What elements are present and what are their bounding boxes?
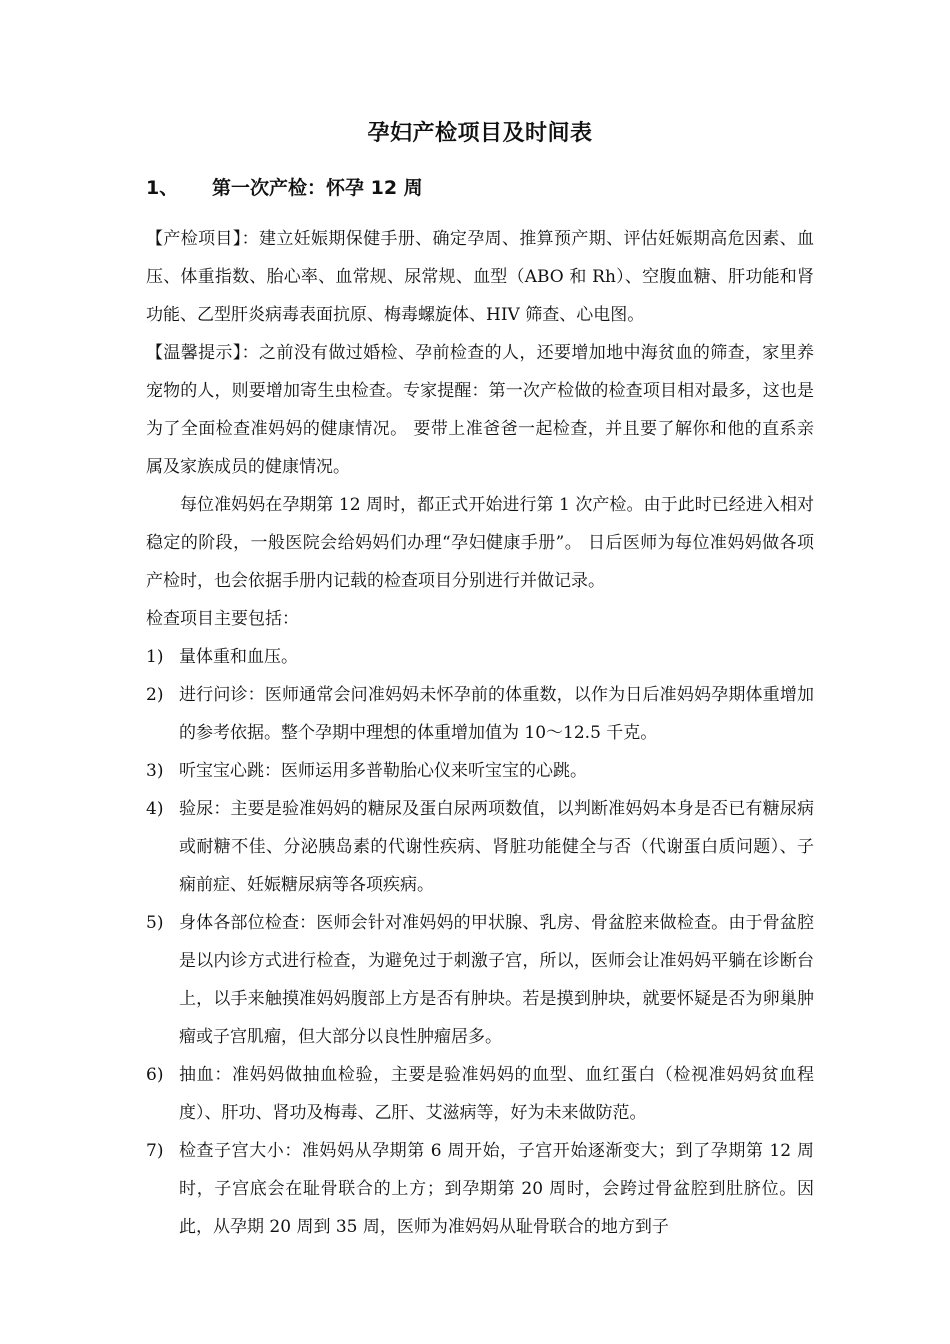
list-item: [146, 790, 814, 904]
list-item-text: 检查子宫大小：准妈妈从孕期第 6 周开始，子宫开始逐渐变大；到了孕期第 12 周时，子宫底会在耻骨联合的上方；到孕期第 20 周时，会跨过骨盆腔到肚脐位。因此，从孕期 20 周到 35 周，医师为准妈妈从耻骨联合的地方到子: [179, 1141, 814, 1237]
list-item: [146, 638, 814, 676]
section-title: 第一次产检：怀孕 12 周: [212, 177, 423, 199]
list-item: [146, 904, 814, 1056]
list-item-number: 2): [146, 685, 164, 705]
list-item-number: 5): [146, 913, 164, 933]
list-item-text: 进行问诊：医师通常会问准妈妈未怀孕前的体重数，以作为日后准妈妈孕期体重增加的参考依据。整个孕期中理想的体重增加值为 10～12.5 千克。: [179, 685, 814, 743]
document-title: 孕妇产检项目及时间表: [367, 120, 593, 146]
list-item: [146, 752, 814, 790]
exam-list: [146, 638, 814, 1246]
list-item-text: 抽血：准妈妈做抽血检验，主要是验准妈妈的血型、血红蛋白（检视准妈妈贫血程度）、肝功、肾功及梅毒、乙肝、艾滋病等，好为未来做防范。: [179, 1065, 814, 1123]
intro-paragraph: 每位准妈妈在孕期第 12 周时，都正式开始进行第 1 次产检。由于此时已经进入相对稳定的阶段，一般医院会给妈妈们办理“孕妇健康手册”。 日后医师为每位准妈妈做各项产检时，也会依据手册内记载的检查项目分别进行并做记录。: [146, 495, 814, 591]
list-item-text: 听宝宝心跳：医师运用多普勒胎心仪来听宝宝的心跳。: [179, 761, 587, 781]
list-item-text: 身体各部位检查：医师会针对准妈妈的甲状腺、乳房、骨盆腔来做检查。由于骨盆腔是以内诊方式进行检查，为避免过于刺激子宫，所以，医师会让准妈妈平躺在诊断台上，以手来触摸准妈妈腹部上方是否有肿块。若是摸到肿块，就要怀疑是否为卵巢肿瘤或子宫肌瘤，但大部分以良性肿瘤居多。: [179, 913, 814, 1047]
list-item-number: 4): [146, 799, 164, 819]
list-item-number: 1): [146, 647, 164, 667]
list-item-number: 6): [146, 1065, 164, 1085]
exam-items-paragraph: 【产检项目】：建立妊娠期保健手册、确定孕周、推算预产期、评估妊娠期高危因素、血压、体重指数、胎心率、血常规、尿常规、血型（ABO 和 Rh）、空腹血糖、肝功能和肾功能、乙型肝炎病毒表面抗原、梅毒螺旋体、HIV 筛查、心电图。: [146, 229, 814, 325]
list-item-number: 3): [146, 761, 164, 781]
tips-paragraph: 【温馨提示】：之前没有做过婚检、孕前检查的人，还要增加地中海贫血的筛查，家里养宠物的人，则要增加寄生虫检查。专家提醒：第一次产检做的检查项目相对最多，这也是为了全面检查准妈妈的健康情况。 要带上准爸爸一起检查，并且要了解你和他的直系亲属及家族成员的健康情况。: [146, 343, 814, 477]
list-item: [146, 1056, 814, 1132]
list-item: [146, 1132, 814, 1246]
document-page: [146, 118, 814, 1246]
list-item-text: 验尿：主要是验准妈妈的糖尿及蛋白尿两项数值，以判断准妈妈本身是否已有糖尿病或耐糖不佳、分泌胰岛素的代谢性疾病、肾脏功能健全与否（代谢蛋白质问题）、子痫前症、妊娠糖尿病等各项疾病。: [179, 799, 814, 895]
list-item-number: 7): [146, 1141, 164, 1161]
section-heading: [146, 174, 814, 202]
list-item: [146, 676, 814, 752]
section-number: 1、: [146, 177, 179, 199]
list-intro: 检查项目主要包括：: [146, 609, 299, 629]
list-item-text: 量体重和血压。: [179, 647, 298, 667]
